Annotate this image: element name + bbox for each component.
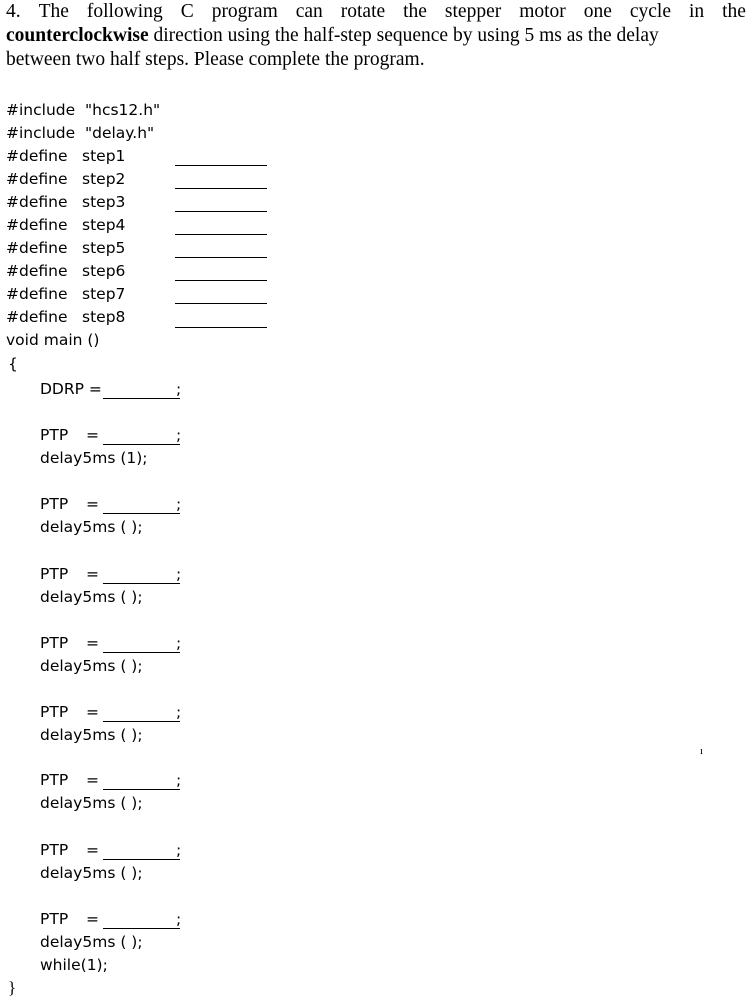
ptp-label: PTP xyxy=(40,565,69,583)
delay-call: delay5ms ( ); xyxy=(40,518,143,536)
question-word: one xyxy=(583,1,612,22)
equals-sign: = xyxy=(86,771,99,789)
equals-sign: = xyxy=(86,910,99,928)
define-name: step1 xyxy=(82,147,126,165)
define-keyword: #define xyxy=(6,170,68,188)
question-word: can xyxy=(295,1,323,22)
define-name: step2 xyxy=(82,170,126,188)
question-line-2-rest: direction using the half-step sequence by using 5 ms as the delay xyxy=(148,25,659,46)
equals-sign: = xyxy=(86,634,99,652)
semicolon: ; xyxy=(176,380,182,398)
direction-emphasis: counterclockwise xyxy=(6,25,149,46)
equals-sign: = xyxy=(86,495,99,513)
define-name: step7 xyxy=(82,285,126,303)
delay-call: delay5ms ( ); xyxy=(40,864,143,882)
define-blank[interactable] xyxy=(175,280,267,281)
ptp-blank[interactable] xyxy=(103,652,180,653)
ptp-blank[interactable] xyxy=(103,789,180,790)
define-keyword: #define xyxy=(6,216,68,234)
include-line: #include "hcs12.h" xyxy=(6,101,161,119)
define-blank[interactable] xyxy=(175,188,267,189)
semicolon: ; xyxy=(176,426,182,444)
define-blank[interactable] xyxy=(175,234,267,235)
equals-sign: = xyxy=(86,565,99,583)
delay-call: delay5ms ( ); xyxy=(40,726,143,744)
ptp-label: PTP xyxy=(40,910,69,928)
include-line: #include "delay.h" xyxy=(6,124,155,142)
stray-mark: ı xyxy=(700,745,704,757)
ptp-label: PTP xyxy=(40,771,69,789)
question-word: The xyxy=(38,1,69,22)
close-brace: } xyxy=(8,978,17,997)
question-word: the xyxy=(403,1,427,22)
ddrp-blank[interactable] xyxy=(103,398,180,399)
define-keyword: #define xyxy=(6,262,68,280)
equals-sign: = xyxy=(86,841,99,859)
question-word: stepper xyxy=(444,1,502,22)
equals-sign: = xyxy=(86,426,99,444)
define-blank[interactable] xyxy=(175,165,267,166)
ptp-label: PTP xyxy=(40,495,69,513)
ptp-label: PTP xyxy=(40,841,69,859)
while-statement: while(1); xyxy=(40,956,108,974)
semicolon: ; xyxy=(176,495,182,513)
define-name: step4 xyxy=(82,216,126,234)
define-blank[interactable] xyxy=(175,211,267,212)
question-word: in xyxy=(688,1,705,22)
define-name: step6 xyxy=(82,262,126,280)
ptp-blank[interactable] xyxy=(103,444,180,445)
ptp-label: PTP xyxy=(40,703,69,721)
define-keyword: #define xyxy=(6,285,68,303)
define-keyword: #define xyxy=(6,239,68,257)
ddrp-label: DDRP = xyxy=(40,380,102,398)
question-word: program xyxy=(211,1,278,22)
define-name: step3 xyxy=(82,193,126,211)
ptp-blank[interactable] xyxy=(103,859,180,860)
delay-call: delay5ms (1); xyxy=(40,449,148,467)
delay-call: delay5ms ( ); xyxy=(40,794,143,812)
question-word: following xyxy=(86,1,163,22)
delay-call: delay5ms ( ); xyxy=(40,588,143,606)
delay-call: delay5ms ( ); xyxy=(40,933,143,951)
define-name: step5 xyxy=(82,239,126,257)
define-keyword: #define xyxy=(6,147,68,165)
question-word: C xyxy=(180,1,194,22)
question-line-3: between two half steps. Please complete the program. xyxy=(6,49,425,70)
main-declaration: void main () xyxy=(6,331,100,349)
semicolon: ; xyxy=(176,771,182,789)
semicolon: ; xyxy=(176,841,182,859)
delay-call: delay5ms ( ); xyxy=(40,657,143,675)
question-text xyxy=(6,0,746,72)
ptp-label: PTP xyxy=(40,634,69,652)
question-word: rotate xyxy=(340,1,386,22)
define-keyword: #define xyxy=(6,308,68,326)
ptp-blank[interactable] xyxy=(103,928,180,929)
semicolon: ; xyxy=(176,910,182,928)
semicolon: ; xyxy=(176,703,182,721)
semicolon: ; xyxy=(176,634,182,652)
ptp-blank[interactable] xyxy=(103,583,180,584)
question-word: motor xyxy=(519,1,566,22)
define-name: step8 xyxy=(82,308,126,326)
ptp-blank[interactable] xyxy=(103,721,180,722)
question-word: cycle xyxy=(629,1,672,22)
ptp-blank[interactable] xyxy=(103,513,180,514)
question-line-1 xyxy=(6,0,746,24)
equals-sign: = xyxy=(86,703,99,721)
define-blank[interactable] xyxy=(175,303,267,304)
define-keyword: #define xyxy=(6,193,68,211)
ptp-label: PTP xyxy=(40,426,69,444)
define-blank[interactable] xyxy=(175,257,267,258)
question-line-2 xyxy=(6,24,746,48)
question-word: the xyxy=(722,1,746,22)
semicolon: ; xyxy=(176,565,182,583)
question-number: 4. xyxy=(6,1,21,22)
define-blank[interactable] xyxy=(175,327,267,328)
open-brace: { xyxy=(8,355,18,373)
